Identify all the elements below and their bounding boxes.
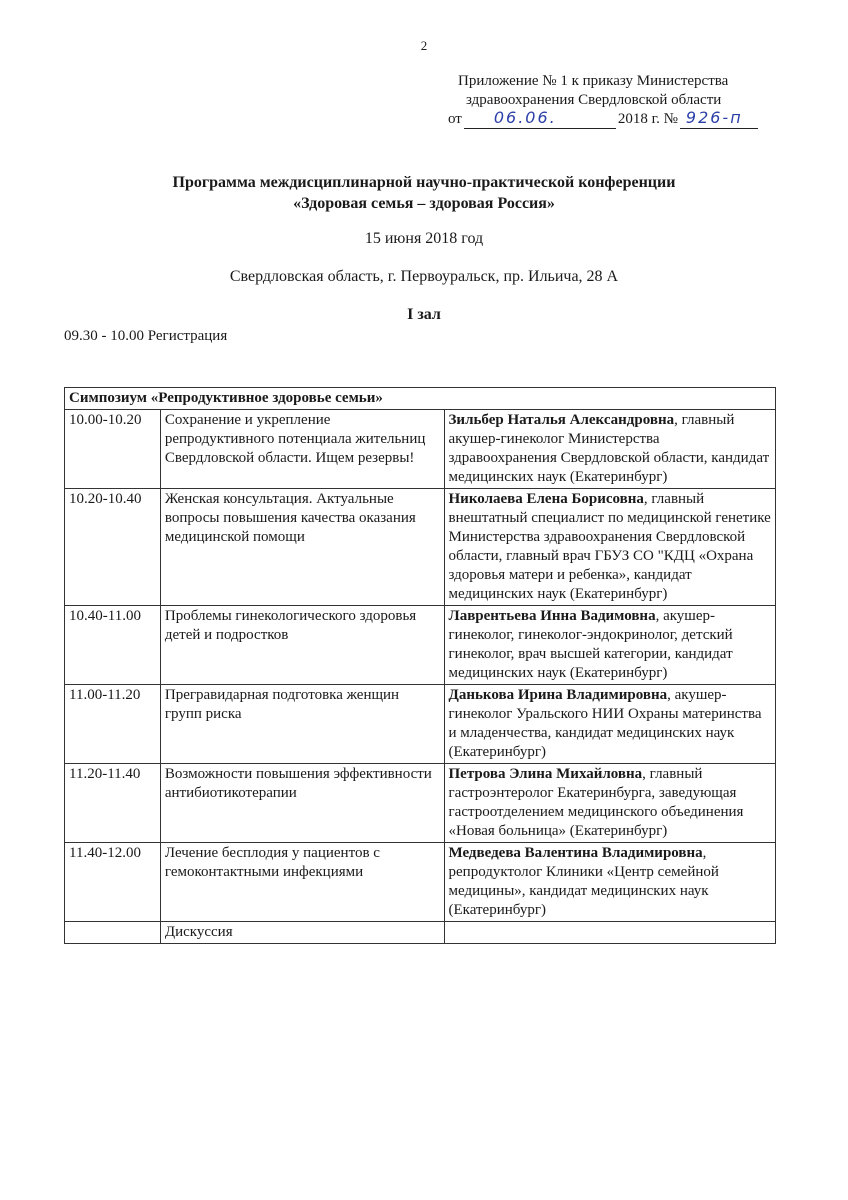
order-number-handwritten: 926-п [685, 108, 743, 127]
appendix-year-label: 2018 г. № [617, 111, 678, 127]
speaker-details: , акушер-гинеколог, гинеколог-эндокринолог, детский гинеколог, врач высшей категории, кандидат медицинских наук (Екатеринбург) [448, 608, 733, 681]
topic-cell: Сохранение и укрепление репродуктивного потенциала жительниц Свердловской области. Ищем резервы! [160, 410, 444, 489]
speaker-cell [444, 685, 775, 764]
table-row [65, 410, 776, 489]
time-cell: 10.40-11.00 [65, 606, 161, 685]
appendix-line-1: Приложение № 1 к приказу Министерства [458, 73, 729, 89]
time-cell: 10.00-10.20 [65, 410, 161, 489]
symposium-title: Симпозиум «Репродуктивное здоровье семьи» [65, 388, 776, 410]
time-cell [65, 922, 161, 944]
speaker-name: Медведева Валентина Владимировна [448, 845, 703, 861]
appendix-from-label: от [448, 111, 462, 127]
title-line-2: «Здоровая семья – здоровая Россия» [293, 195, 555, 212]
hall-heading: I зал [407, 306, 441, 323]
order-date-blank [464, 108, 616, 129]
speaker-cell [444, 606, 775, 685]
conference-date: 15 июня 2018 год [364, 230, 484, 247]
topic-cell: Женская консультация. Актуальные вопросы повышения качества оказания медицинской помощи [160, 489, 444, 606]
speaker-details: , главный гастроэнтеролог Екатеринбурга, заведующая гастроотделением медицинского объединения «Новая больница» (Екатеринбург) [448, 766, 744, 839]
speaker-cell [444, 764, 775, 843]
table-row [65, 606, 776, 685]
speaker-details: , главный внештатный специалист по медицинской генетике Министерства здравоохранения Свердловской области, главный врач ГБУЗ СО "КДЦ «Охрана здоровья матери и ребенка», кандидат медицинских наук (Екатеринбург) [448, 491, 771, 602]
speaker-name: Лаврентьева Инна Вадимовна [448, 608, 656, 624]
registration-line: 09.30 - 10.00 Регистрация [64, 328, 228, 344]
table-row [65, 764, 776, 843]
speaker-cell [444, 843, 775, 922]
table-row [65, 685, 776, 764]
speaker-cell [444, 489, 775, 606]
table-row [65, 843, 776, 922]
order-number-blank [680, 108, 758, 129]
time-cell: 10.20-10.40 [65, 489, 161, 606]
topic-cell: Лечение бесплодия у пациентов с гемоконтактными инфекциями [160, 843, 444, 922]
table-row [65, 922, 776, 944]
topic-cell: Проблемы гинекологического здоровья детей и подростков [160, 606, 444, 685]
speaker-name: Николаева Елена Борисовна [448, 491, 644, 507]
time-cell: 11.00-11.20 [65, 685, 161, 764]
speaker-details: , акушер-гинеколог Уральского НИИ Охраны материнства и младенчества, кандидат медицинских наук (Екатеринбург) [448, 687, 762, 760]
topic-cell: Возможности повышения эффективности антибиотикотерапии [160, 764, 444, 843]
conference-address: Свердловская область, г. Первоуральск, пр. Ильича, 28 А [229, 268, 619, 285]
speaker-name: Петрова Элина Михайловна [448, 766, 643, 782]
time-cell: 11.20-11.40 [65, 764, 161, 843]
program-table [64, 387, 776, 944]
speaker-name: Данькова Ирина Владимировна [448, 687, 668, 703]
symposium-row [65, 388, 776, 410]
speaker-name: Зильбер Наталья Александровна [448, 412, 675, 428]
appendix-order-line [448, 110, 828, 129]
appendix-header [448, 72, 828, 129]
title-line-1: Программа междисциплинарной научно-практической конференции [172, 174, 676, 191]
document-title [0, 172, 848, 214]
topic-cell: Прегравидарная подготовка женщин групп риска [160, 685, 444, 764]
appendix-line-2: здравоохранения Свердловской области [466, 92, 722, 108]
speaker-details: , главный акушер-гинеколог Министерства здравоохранения Свердловской области, кандидат медицинских наук (Екатеринбург) [448, 412, 770, 485]
speaker-details: , репродуктолог Клиники «Центр семейной медицины», кандидат медицинских наук (Екатеринбург) [448, 845, 719, 918]
order-date-handwritten: 06.06. [493, 108, 557, 127]
speaker-cell [444, 410, 775, 489]
time-cell: 11.40-12.00 [65, 843, 161, 922]
table-row [65, 489, 776, 606]
topic-cell: Дискуссия [160, 922, 444, 944]
page-number: 2 [420, 38, 428, 53]
speaker-cell [444, 922, 775, 944]
